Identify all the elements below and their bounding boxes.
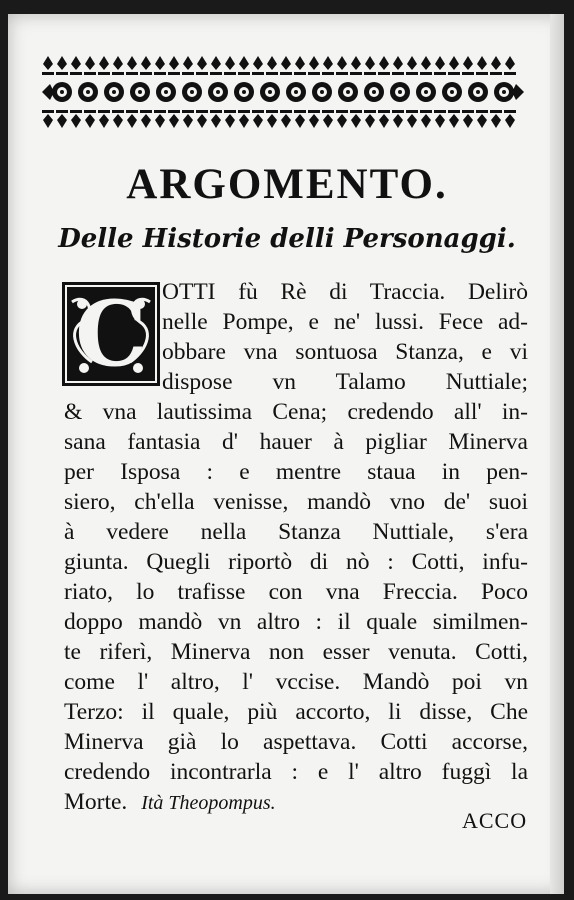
text-line: giunta. Quegli riportò di nò : Cotti, infu- [64, 549, 528, 575]
text-line: come l' altro, l' vccise. Mandò poi vn [64, 669, 528, 695]
text-line: nelle Pompe, e ne' lussi. Fece ad- [162, 309, 528, 335]
text-line: OTTI fù Rè di Traccia. Delirò [162, 279, 528, 305]
text-line: & vna lautissima Cena; credendo all' in- [64, 399, 528, 425]
text-line: te riferì, Minerva non esser venuta. Cotti, [64, 639, 528, 665]
source-citation: Ità Theopompus. [141, 792, 276, 814]
text-line: Terzo: il quale, più accorto, li disse, Che [64, 699, 528, 725]
text-line: obbare vna sontuosa Stanza, e vi [162, 339, 528, 365]
text-line: dispose vn Talamo Nuttiale; [162, 369, 528, 395]
text-line: credendo incontrarla : e l' altro fuggì la [64, 759, 528, 785]
text-line: sana fantasia d' hauer à pigliar Minerva [64, 429, 528, 455]
text-line: siero, ch'ella venisse, mandò vno de' suoi [64, 489, 528, 515]
text-line: à vedere nella Stanza Nuttiale, s'era [64, 519, 528, 545]
catchword: ACCO [462, 808, 528, 833]
text-line: riato, lo trafisse con vna Freccia. Poco [64, 579, 528, 605]
page-title: ARGOMENTO. [126, 161, 448, 208]
page-subtitle: Delle Historie delli Personaggi. [58, 224, 516, 254]
text-line: doppo mandò vn altro : il quale similmen- [64, 609, 528, 635]
final-word: Morte. [64, 789, 128, 815]
text-line: Minerva già lo aspettava. Cotti accorse, [64, 729, 528, 755]
text-line: per Isposa : e mentre staua in pen- [64, 459, 528, 485]
initial-letter: C [75, 281, 147, 387]
text-line-final [64, 787, 528, 818]
